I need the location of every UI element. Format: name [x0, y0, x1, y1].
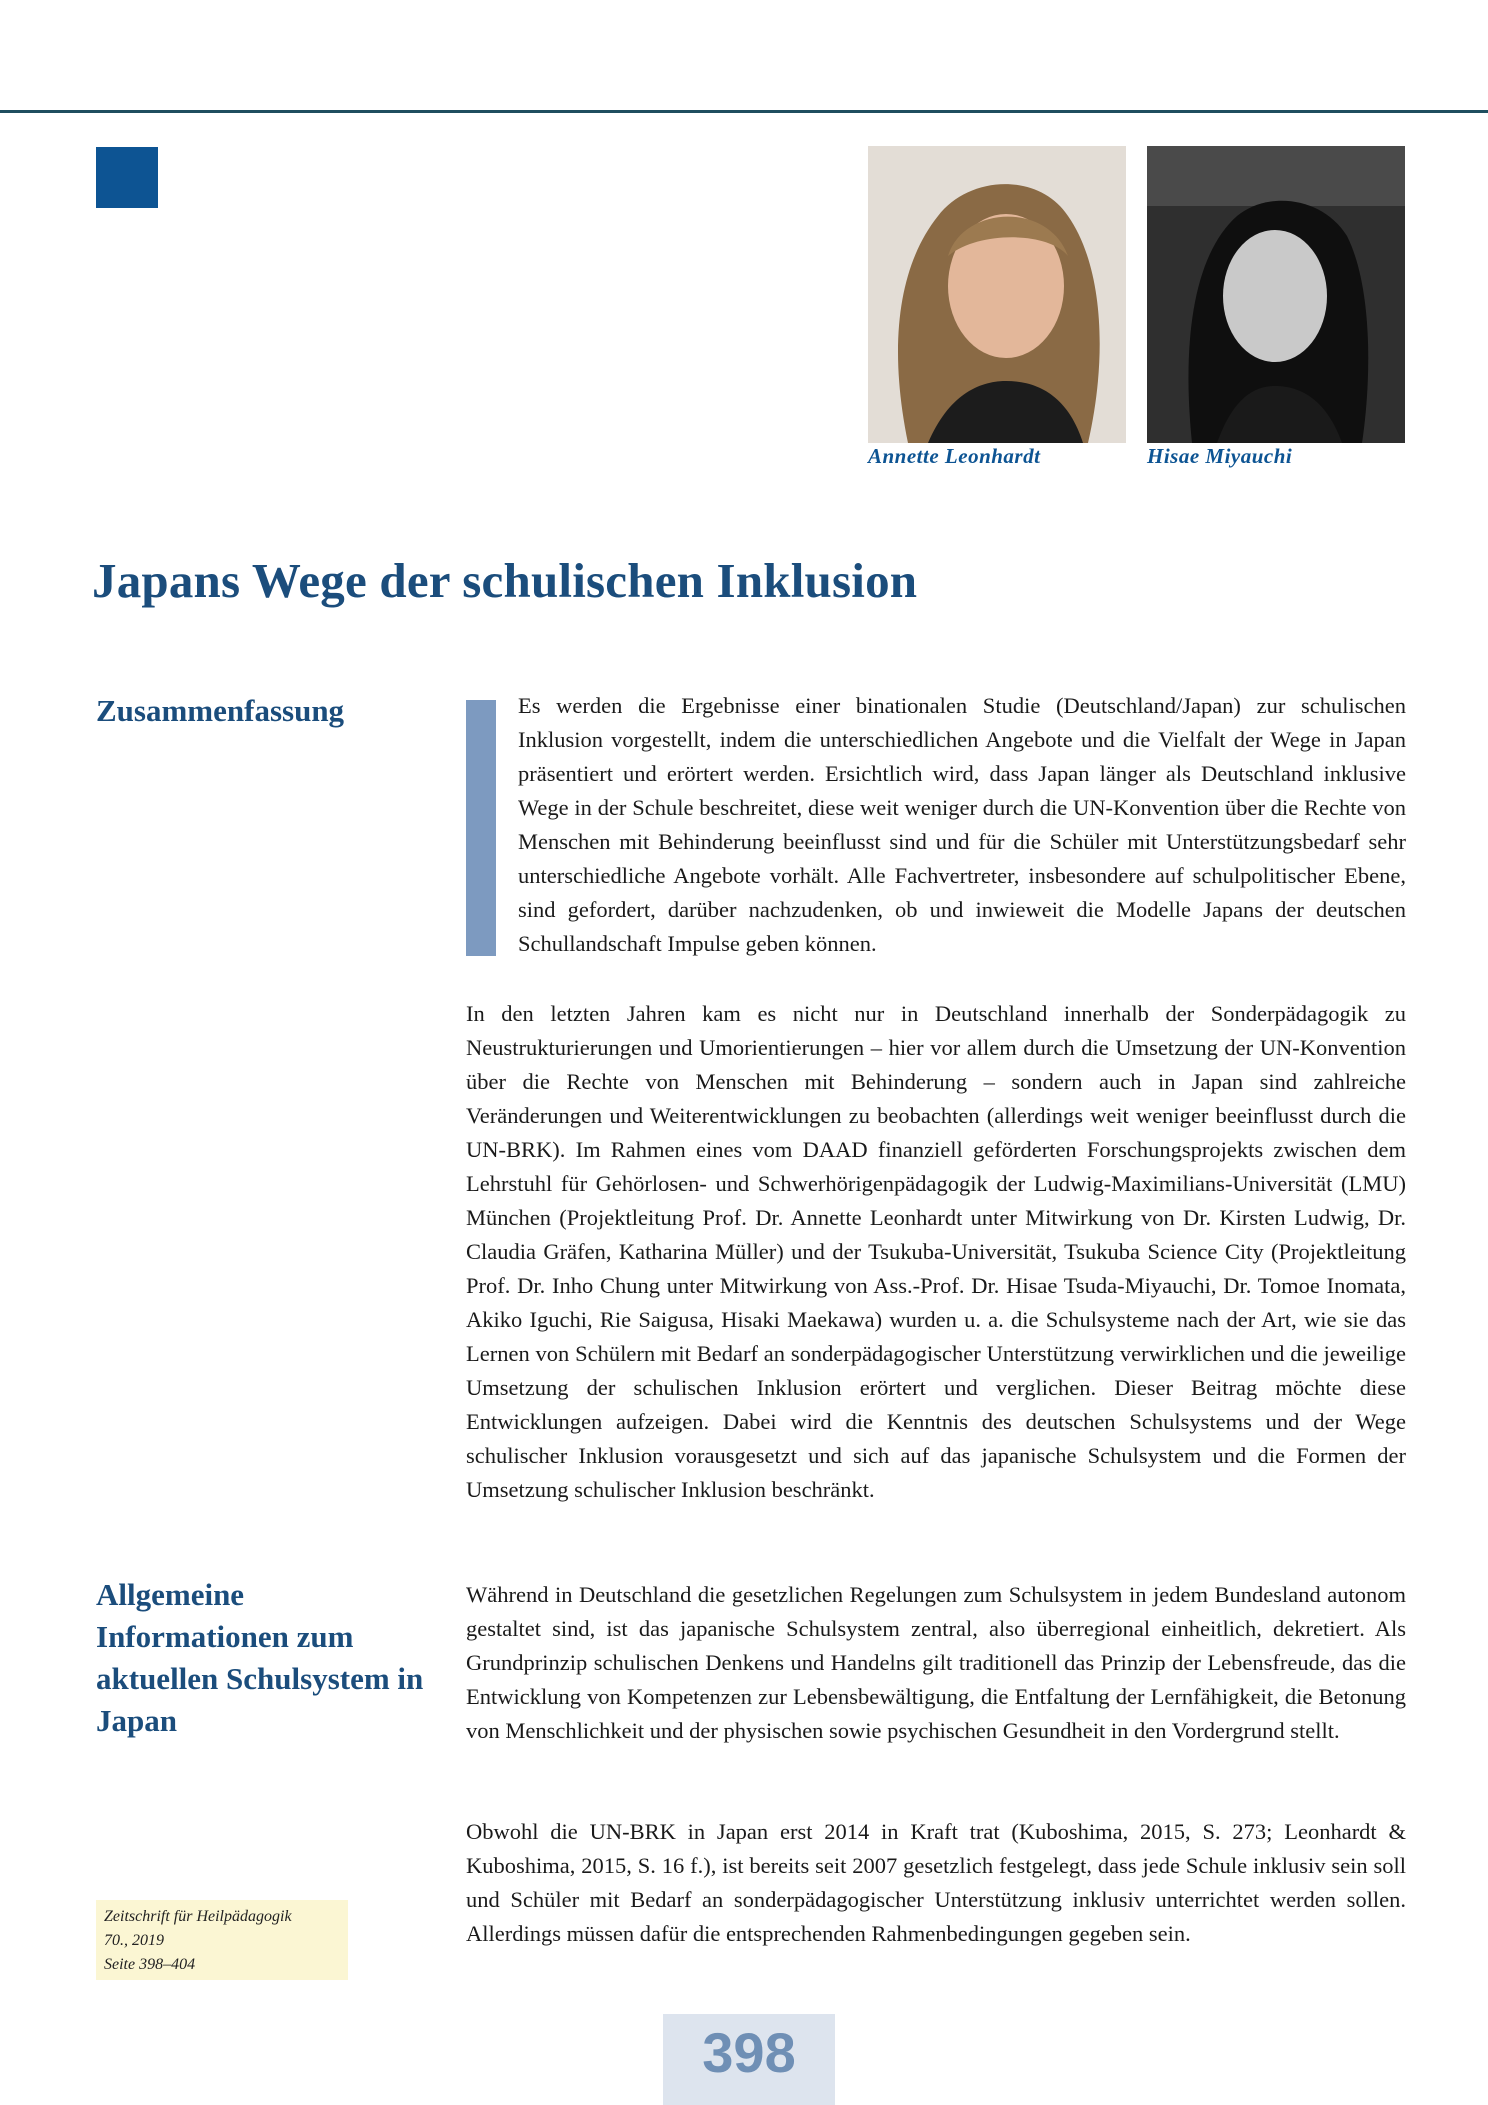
author-photo-leonhardt: [868, 146, 1126, 443]
author-caption: Annette Leonhardt: [868, 444, 1041, 468]
section-marker-square: [96, 147, 158, 208]
citation-journal: Zeitschrift für Heilpädagogik: [104, 1908, 292, 1925]
abstract-text: Es werden die Ergebnisse einer binationalen Studie (Deutschland/Japan) zur schulischen Inklusion vorgestellt, indem die unterschiedlichen Angebote und die Vielfalt der Wege in Japan präsentiert und erörtert werden. Ersichtlich wird, dass Japan länger als Deutschland inklusive Wege in der Schule beschreitet, diese weit weniger durch die UN-Konvention über die Rechte von Menschen mit Behinderung beeinflusst sind und für die Schüler mit Unterstützungsbedarf sehr unterschiedliche Angebote vorhält. Alle Fachvertreter, insbesondere auf schulpolitischer Ebene, sind gefordert, darüber nachzudenken, ob und inwieweit die Modelle Japans der deutschen Schullandschaft Impulse geben können.: [518, 693, 1406, 956]
body-paragraph: In den letzten Jahren kam es nicht nur in Deutschland innerhalb der Sonderpädagogik zu Neustrukturierungen und Umorientierungen – hier vor allem durch die Umsetzung der UN-Konvention über die Rechte von Menschen mit Behinderung – sondern auch in Japan sind zahlreiche Veränderungen und Weiterentwicklungen zu beobachten (allerdings weit weniger beeinflusst durch die UN-BRK). Im Rahmen eines vom DAAD finanziell geförderten Forschungsprojekts zwischen dem Lehrstuhl für Gehörlosen- und Schwerhörigenpädagogik der Ludwig-Maximilians-Universität (LMU) München (Projektleitung Prof. Dr. Annette Leonhardt unter Mitwirkung von Dr. Kirsten Ludwig, Dr. Claudia Gräfen, Katharina Müller) und der Tsukuba-Universität, Tsukuba Science City (Projektleitung Prof. Dr. Inho Chung unter Mitwirkung von Ass.-Prof. Dr. Hisae Tsuda-Miyauchi, Dr. Tomoe Inomata, Akiko Iguchi, Rie Saigusa, Hisaki Maekawa) wurden u. a. die Schulsysteme nach der Art, wie sie das Lernen von Schülern mit Bedarf an sonderpädagogischer Unterstützung verwirklichen und die jeweilige Umsetzung der schulischen Inklusion erörtert und verglichen. Dieser Beitrag möchte diese Entwicklungen aufzeigen. Dabei wird die Kenntnis des deutschen Schulsystems und der Wege schulischer Inklusion vorausgesetzt und sich auf das japanische Schulsystem und die Formen der Umsetzung schulischer Inklusion beschränkt.: [466, 1001, 1406, 1502]
article-title: Japans Wege der schulischen Inklusion: [92, 553, 918, 608]
abstract-accent-bar: [466, 700, 496, 956]
header-rule: [0, 110, 1488, 113]
body-paragraph: Während in Deutschland die gesetzlichen Regelungen zum Schulsystem in jedem Bundesland autonom gestaltet sind, ist das japanische Schulsystem zentral, also überregional einheitlich, dekretiert. Als Grundprinzip schulischen Denkens und Handelns gilt traditionell das Prinzip der Lebensfreude, das die Entwicklung von Kompetenzen zur Lebensbewältigung, die Entfaltung der Lernfähigkeit, die Betonung von Menschlichkeit und der physischen sowie psychischen Gesundheit in den Vordergrund stellt.: [466, 1582, 1406, 1743]
section-heading-school-system: Allgemeine Informationen zum aktuellen Schulsystem in Japan: [96, 1577, 424, 1738]
citation-box: [96, 1900, 348, 1980]
body-paragraph: Obwohl die UN-BRK in Japan erst 2014 in Kraft trat (Kuboshima, 2015, S. 273; Leonhardt & Kuboshima, 2015, S. 16 f.), ist bereits seit 2007 gesetzlich festgelegt, dass jede Schule inklusiv sein soll und Schüler mit Bedarf an sonderpädagogischer Unterstützung inklusiv unterrichtet werden sollen. Allerdings müssen dafür die entsprechenden Rahmenbedingungen gegeben sein.: [466, 1819, 1406, 1946]
citation-volume: 70., 2019: [104, 1932, 164, 1949]
summary-heading: Zusammenfassung: [96, 693, 345, 728]
page-number: 398: [702, 2021, 796, 2084]
author-photo-miyauchi: [1147, 146, 1405, 443]
page-number-box: [663, 2014, 835, 2105]
citation-pages: Seite 398–404: [104, 1956, 196, 1973]
author-caption: Hisae Miyauchi: [1147, 444, 1293, 468]
